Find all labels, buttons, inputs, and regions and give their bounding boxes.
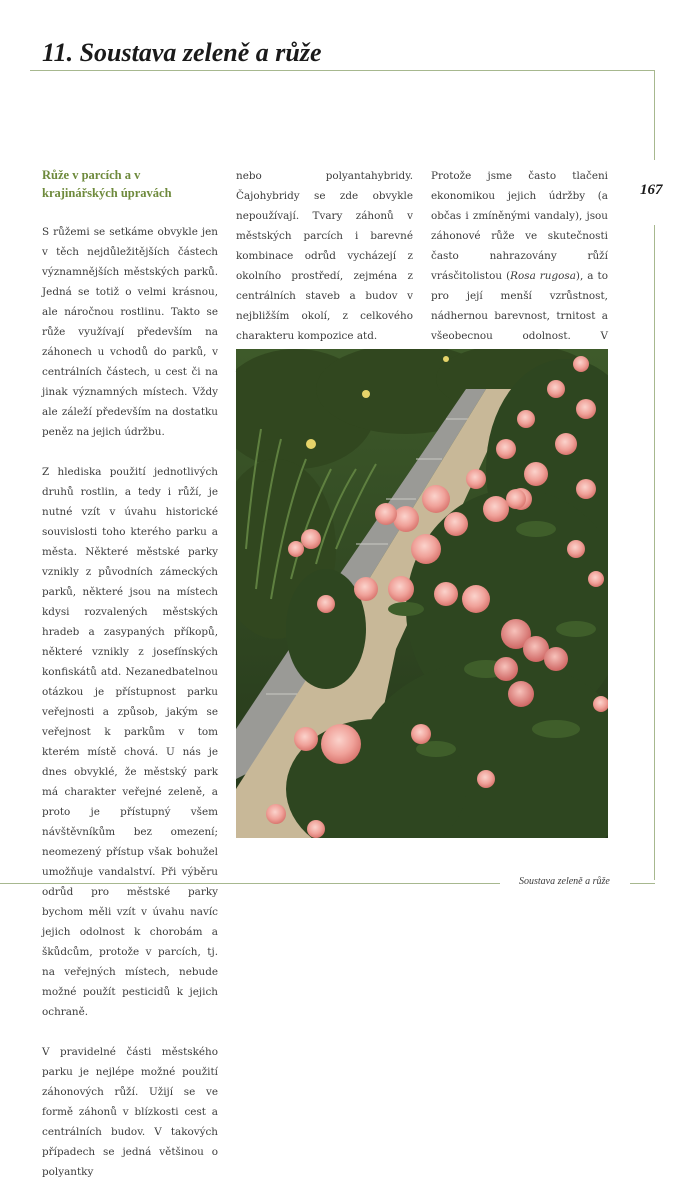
paragraph-part: ), a to pro její menší vzrůstnost, nádhernou barevnost, trnitost a všeobecnou odolnost. V [431,270,608,342]
chapter-title: 11. Soustava zeleně a růže [42,38,322,67]
paragraph: S růžemi se setkáme obvykle jen v těch nejdůležitějších částech významnějších městských parků. Jedná se totiž o velmi krásnou, ale náročnou rostlinu. Takto se růže využívají především na záhonech u vchodů do parků, v centrálních částech, u cest či na jinak významných místech. Vždy ale záleží především na dostatku peněz na jejich údržbu. [42,226,218,438]
footer-running-title: Soustava zeleně a růže [519,876,610,887]
footer-rule-left [0,883,500,884]
paragraph: Z hlediska použití jednotlivých druhů rostlin, a tedy i růží, je nutné vzít v úvahu historické souvislosti toho kterého parku a města. Některé městské parky vznikly z původních zámeckých parků, některé jsou na místech kdysi rozvalených městských hradeb a zasypaných příkopů, některé vznikly z josefínských konfiskátů atd. Nezanedbatelnou otázkou je přístupnost parku veřejnosti a způsob, jakým se veřejnost k parkům v tom kterém místě chová. U nás je dnes obvyklé, že městský park má charakter veřejné zeleně, a proto je přístupný všem návštěvníkům bez omezení; neomezený přístup však bohužel umožňuje vandalství. Při výběru odrůd pro městské parky bychom měli vzít v úvahu navíc jejich odolnost k chorobám a škůdcům, protože v parcích, tj. na veřejných místech, nebude možné použít pesticidů k jejich ochraně. [42,466,218,1018]
paragraph: V pravidelné části městského parku je nejlépe možné použití záhonových růží. Užijí se ve formě záhonů v blízkosti cest a centrálních budov. V takových případech se jedná většinou o polyantky [42,1046,218,1178]
rose-garden-photo [236,349,608,838]
section-heading: Růže v parcích a v krajinářských úpravách [42,168,172,200]
page-number: 167 [640,182,663,198]
right-vertical-rule-lower [654,225,655,880]
paragraph-part: Protože jsme často tlačeni ekonomikou jejich údržby (a občas i zmíněnými vandaly), jsou záhonové růže ve skutečnosti často nahrazovány růží vrásčitolistou ( [431,170,608,282]
rose-garden-illustration [236,349,608,838]
species-name: Rosa rugosa [510,270,576,282]
text-column-1 [42,166,218,1202]
right-vertical-rule [654,70,655,160]
footer-rule-right [630,883,655,884]
header-rule [30,70,655,71]
paragraph: nebo polyantahybridy. Čajohybridy se zde obvykle nepoužívají. Tvary záhonů v městských parcích i barevné kombinace odrůd vycházejí z okolního prostředí, zejména z centrálních staveb a budov v nejbližším okolí, z celkového charakteru kompozice atd. [236,170,413,342]
